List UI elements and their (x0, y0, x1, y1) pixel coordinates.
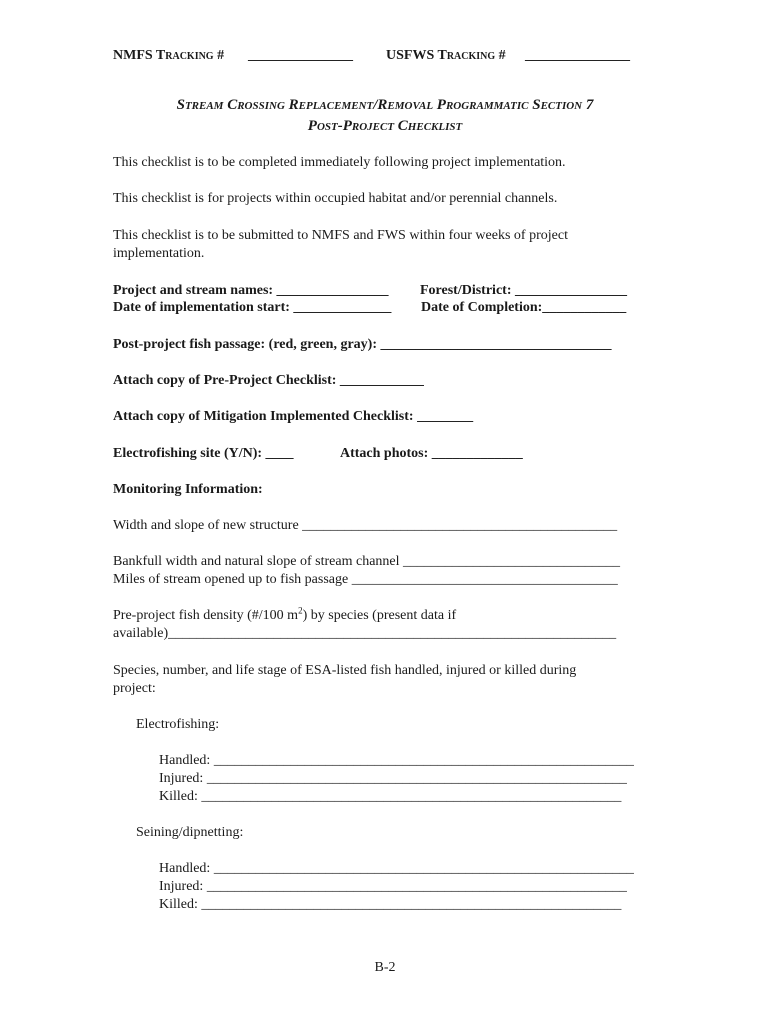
fish-density-text-b: ) by species (present data if (302, 608, 457, 623)
esa-fish-label-1: Species, number, and life stage of ESA-listed fish handled, injured or killed during (113, 663, 577, 678)
electrofishing-handled-field[interactable]: Handled: ____________________________________________________________ (159, 753, 634, 768)
intro-paragraph-3b: implementation. (113, 246, 205, 261)
esa-fish-label-2: project: (113, 681, 156, 696)
fish-density-field[interactable]: available)________________________________________________________________ (113, 626, 617, 641)
intro-paragraph-2: This checklist is for projects within occupied habitat and/or perennial channels. (113, 191, 558, 206)
fish-passage-field[interactable]: Post-project fish passage: (red, green, gray): _________________________________ (113, 337, 612, 352)
monitoring-heading: Monitoring Information: (113, 482, 263, 497)
usfws-tracking-field[interactable]: _______________ (525, 48, 630, 63)
project-stream-names-field[interactable]: Project and stream names: ________________ (113, 283, 389, 298)
miles-opened-field[interactable]: Miles of stream opened up to fish passage ______________________________________ (113, 572, 618, 587)
document-title-line2: Post-Project Checklist (307, 118, 463, 134)
electrofishing-site-field[interactable]: Electrofishing site (Y/N): ____ (113, 446, 294, 461)
page-number: B-2 (374, 960, 396, 975)
attach-photos-field[interactable]: Attach photos: _____________ (340, 446, 523, 461)
seining-heading: Seining/dipnetting: (136, 825, 244, 840)
mitigation-checklist-field[interactable]: Attach copy of Mitigation Implemented Checklist: ________ (113, 409, 474, 424)
document-title-line1: Stream Crossing Replacement/Removal Programmatic Section 7 (176, 97, 594, 113)
intro-paragraph-1: This checklist is to be completed immediately following project implementation. (113, 155, 566, 170)
seining-injured-field[interactable]: Injured: ____________________________________________________________ (159, 879, 627, 894)
forest-district-field[interactable]: Forest/District: ________________ (420, 283, 627, 298)
fish-density-text-a: Pre-project fish density (#/100 m (113, 608, 299, 623)
electrofishing-heading: Electrofishing: (136, 717, 220, 732)
electrofishing-killed-field[interactable]: Killed: ____________________________________________________________ (159, 789, 622, 804)
width-slope-field[interactable]: Width and slope of new structure _____________________________________________ (113, 518, 618, 533)
completion-date-field[interactable]: Date of Completion:____________ (421, 300, 627, 315)
nmfs-tracking-field[interactable]: _______________ (248, 48, 353, 63)
implementation-start-field[interactable]: Date of implementation start: ______________ (113, 300, 392, 315)
fish-density-label (113, 607, 456, 625)
intro-paragraph-3a: This checklist is to be submitted to NMFS and FWS within four weeks of project (113, 228, 568, 243)
nmfs-tracking-label: NMFS Tracking # (113, 48, 225, 63)
usfws-tracking-label: USFWS Tracking # (386, 48, 506, 63)
pre-project-checklist-field[interactable]: Attach copy of Pre-Project Checklist: ____________ (113, 373, 424, 388)
seining-handled-field[interactable]: Handled: ____________________________________________________________ (159, 861, 634, 876)
fish-density-superscript: 2 (298, 605, 303, 616)
bankfull-field[interactable]: Bankfull width and natural slope of stream channel _______________________________ (113, 554, 621, 569)
electrofishing-injured-field[interactable]: Injured: ____________________________________________________________ (159, 771, 627, 786)
seining-killed-field[interactable]: Killed: ____________________________________________________________ (159, 897, 622, 912)
